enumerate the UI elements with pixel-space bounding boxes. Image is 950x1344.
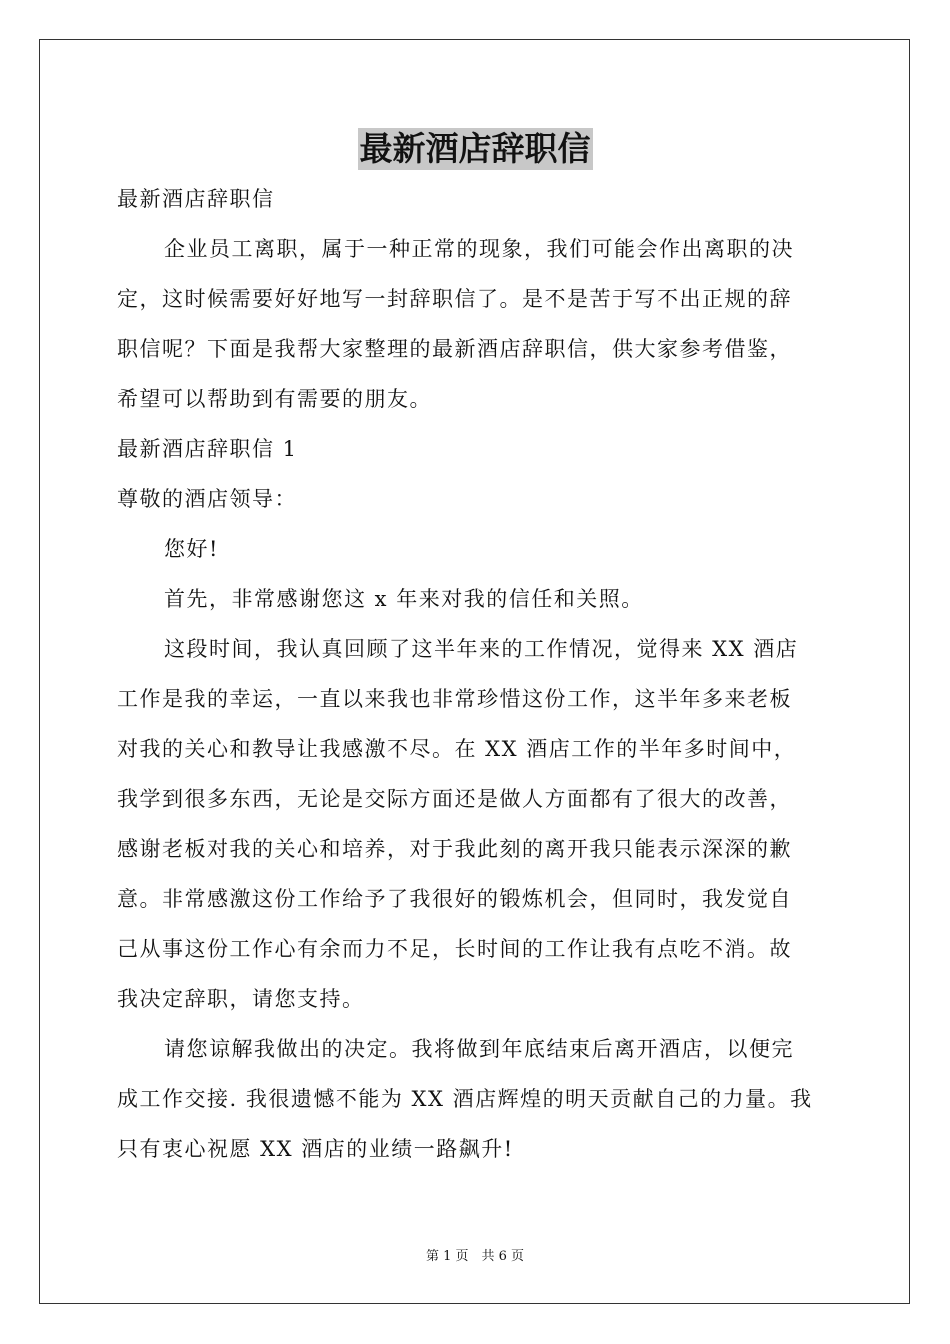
body-line: 企业员工离职，属于一种正常的现象，我们可能会作出离职的决: [164, 237, 794, 261]
body-line: 首先，非常感谢您这 x 年来对我的信任和关照。: [164, 587, 644, 611]
body-line: 我学到很多东西，无论是交际方面还是做人方面都有了很大的改善，: [117, 787, 792, 811]
body-line: 我决定辞职，请您支持。: [117, 987, 365, 1011]
body-line: 最新酒店辞职信 1: [117, 437, 298, 461]
body-line: 只有衷心祝愿 XX 酒店的业绩一路飙升!: [117, 1137, 514, 1161]
title-area: [0, 128, 950, 170]
body-line: 工作是我的幸运，一直以来我也非常珍惜这份工作，这半年多来老板: [117, 687, 792, 711]
body-line: 最新酒店辞职信: [117, 187, 275, 211]
body-line: 这段时间，我认真回顾了这半年来的工作情况，觉得来 XX 酒店: [164, 637, 799, 661]
body-line: 您好!: [164, 537, 219, 561]
body-line: 成工作交接. 我很遗憾不能为 XX 酒店辉煌的明天贡献自己的力量。我: [117, 1087, 813, 1111]
document-body: [117, 174, 833, 1174]
body-line: 意。非常感激这份工作给予了我很好的锻炼机会，但同时，我发觉自: [117, 887, 792, 911]
body-line: 定，这时候需要好好地写一封辞职信了。是不是苦于写不出正规的辞: [117, 287, 792, 311]
body-line: 尊敬的酒店领导：: [117, 487, 297, 511]
body-line: 职信呢？下面是我帮大家整理的最新酒店辞职信，供大家参考借鉴，: [117, 337, 792, 361]
document-title: 最新酒店辞职信: [359, 129, 591, 168]
body-line: 对我的关心和教导让我感激不尽。在 XX 酒店工作的半年多时间中，: [117, 737, 797, 761]
body-line: 己从事这份工作心有余而力不足，长时间的工作让我有点吃不消。故: [117, 937, 792, 961]
body-line: 希望可以帮助到有需要的朋友。: [117, 387, 432, 411]
page-footer: 第 1 页 共 6 页: [425, 1249, 525, 1264]
body-line: 请您谅解我做出的决定。我将做到年底结束后离开酒店，以便完: [164, 1037, 794, 1061]
body-line: 感谢老板对我的关心和培养，对于我此刻的离开我只能表示深深的歉: [117, 837, 792, 861]
